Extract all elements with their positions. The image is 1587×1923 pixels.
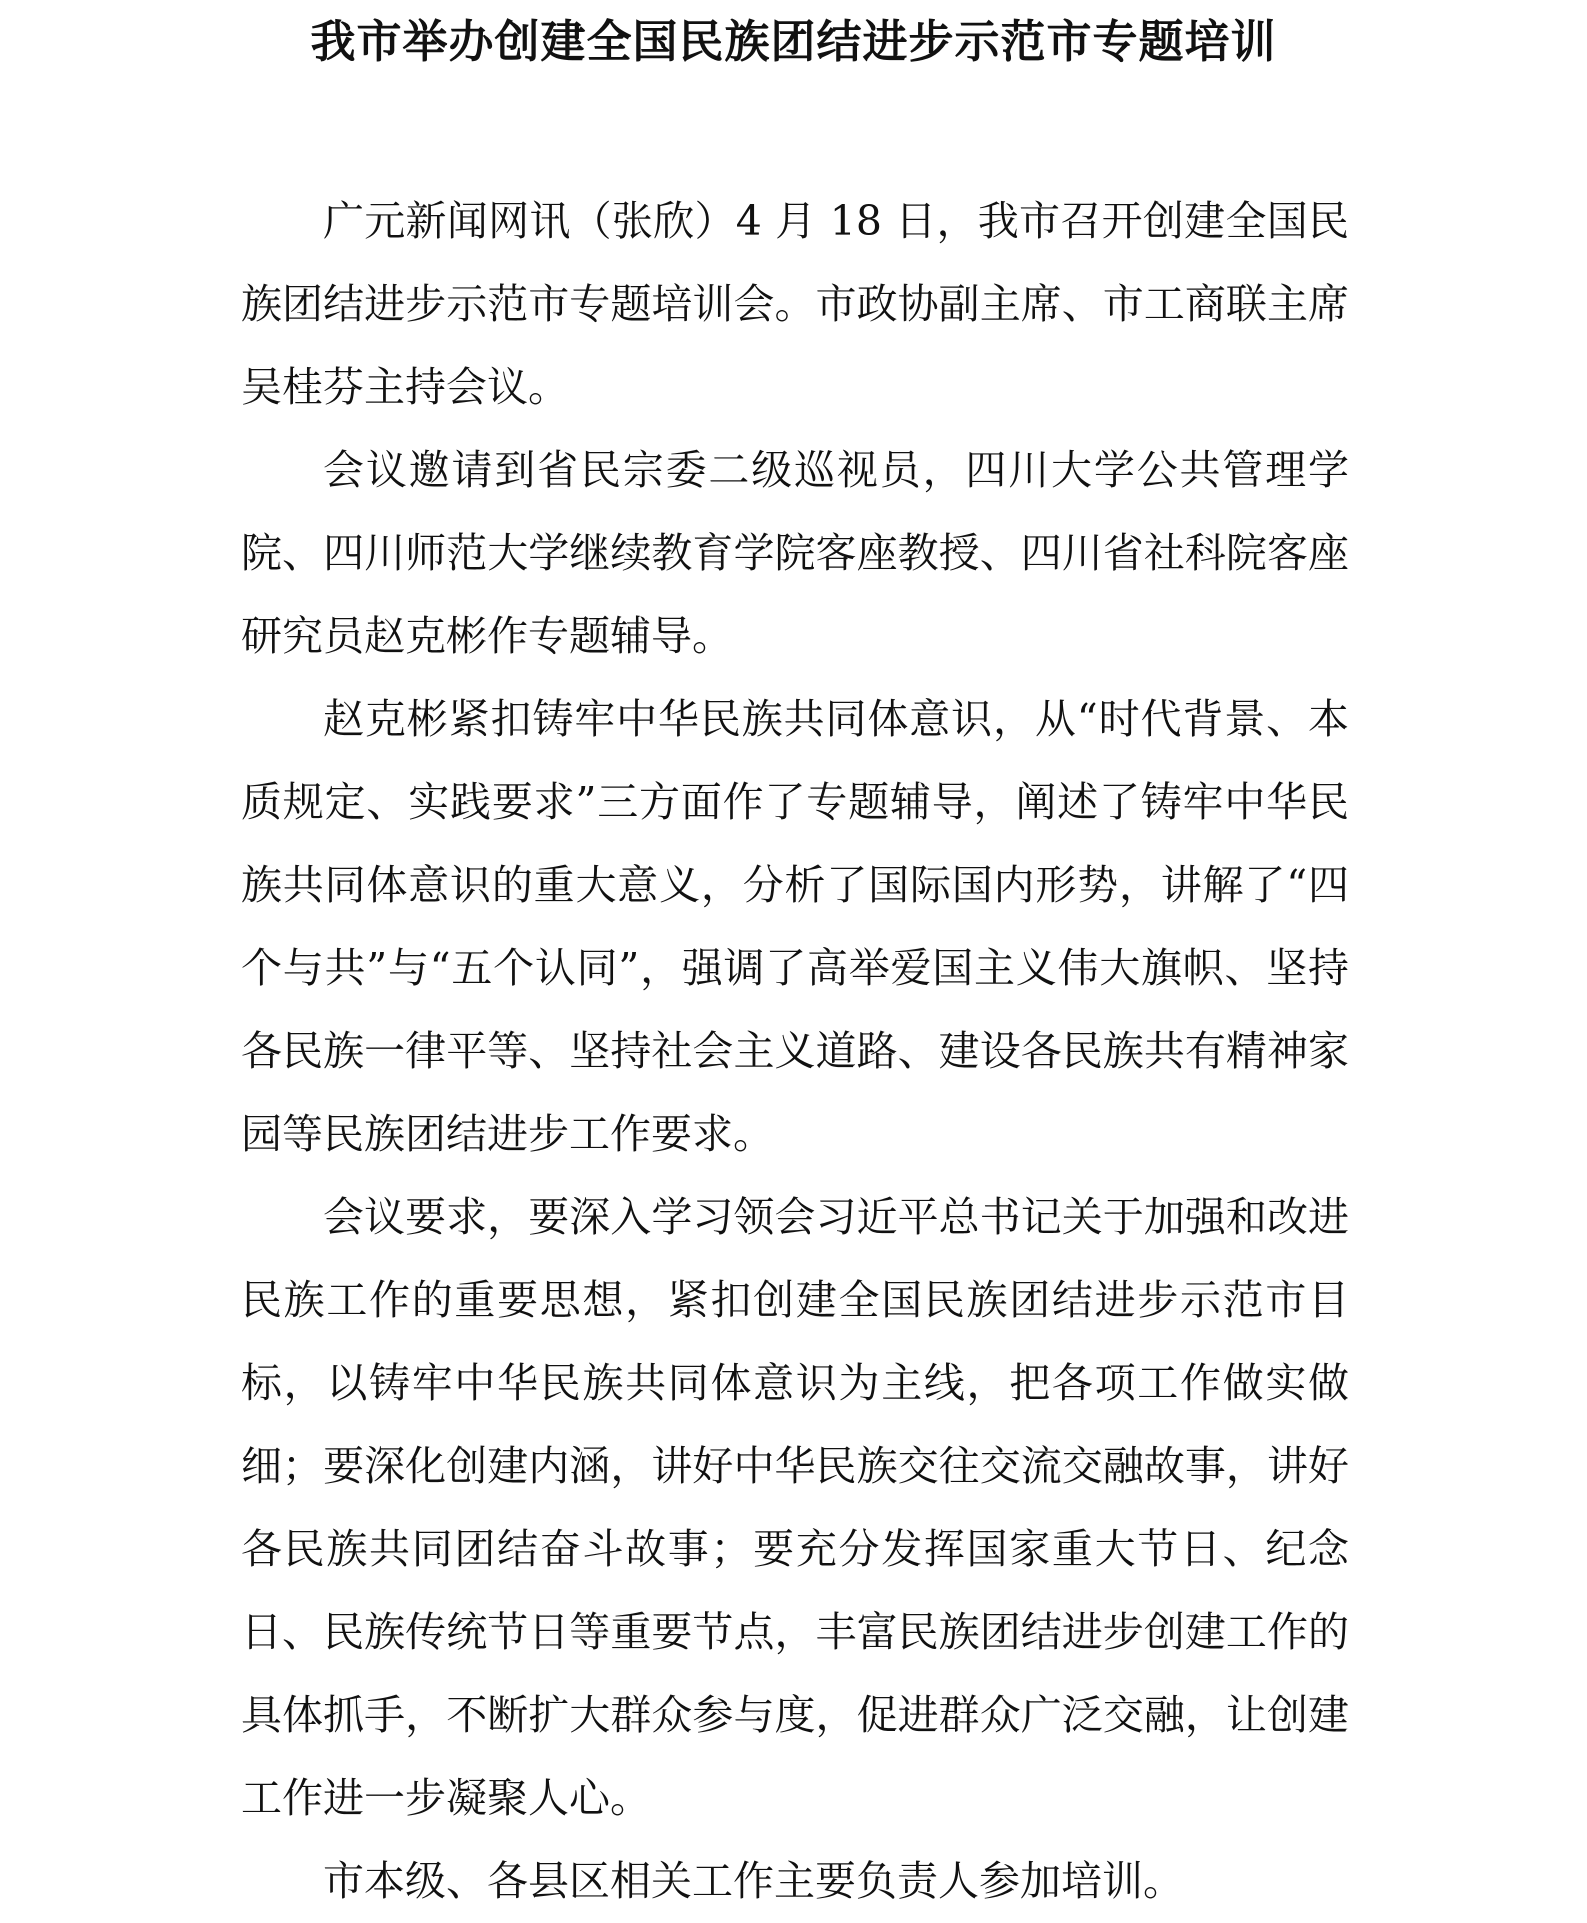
- paragraph-2: 会议邀请到省民宗委二级巡视员，四川大学公共管理学院、四川师范大学继续教育学院客座教授、四川省社科院客座研究员赵克彬作专题辅导。: [241, 446, 1349, 660]
- paragraph-5: 市本级、各县区相关工作主要负责人参加培训。: [323, 1857, 1184, 1905]
- article-body: [241, 180, 1349, 1923]
- paragraph-3: 赵克彬紧扣铸牢中华民族共同体意识，从“时代背景、本质规定、实践要求”三方面作了专题辅导，阐述了铸牢中华民族共同体意识的重大意义，分析了国际国内形势，讲解了“四个与共”与“五个认同”，强调了高举爱国主义伟大旗帜、坚持各民族一律平等、坚持社会主义道路、建设各民族共有精神家园等民族团结进步工作要求。: [241, 695, 1349, 1158]
- article-title: 我市举办创建全国民族团结进步示范市专题培训: [310, 15, 1277, 68]
- paragraph-1: 广元新闻网讯（张欣）4 月 18 日，我市召开创建全国民族团结进步示范市专题培训会。市政协副主席、市工商联主席吴桂芬主持会议。: [241, 197, 1349, 411]
- paragraph-4: 会议要求，要深入学习领会习近平总书记关于加强和改进民族工作的重要思想，紧扣创建全国民族团结进步示范市目标，以铸牢中华民族共同体意识为主线，把各项工作做实做细；要深化创建内涵，讲好中华民族交往交流交融故事，讲好各民族共同团结奋斗故事；要充分发挥国家重大节日、纪念日、民族传统节日等重要节点，丰富民族团结进步创建工作的具体抓手，不断扩大群众参与度，促进群众广泛交融，让创建工作进一步凝聚人心。: [241, 1193, 1349, 1822]
